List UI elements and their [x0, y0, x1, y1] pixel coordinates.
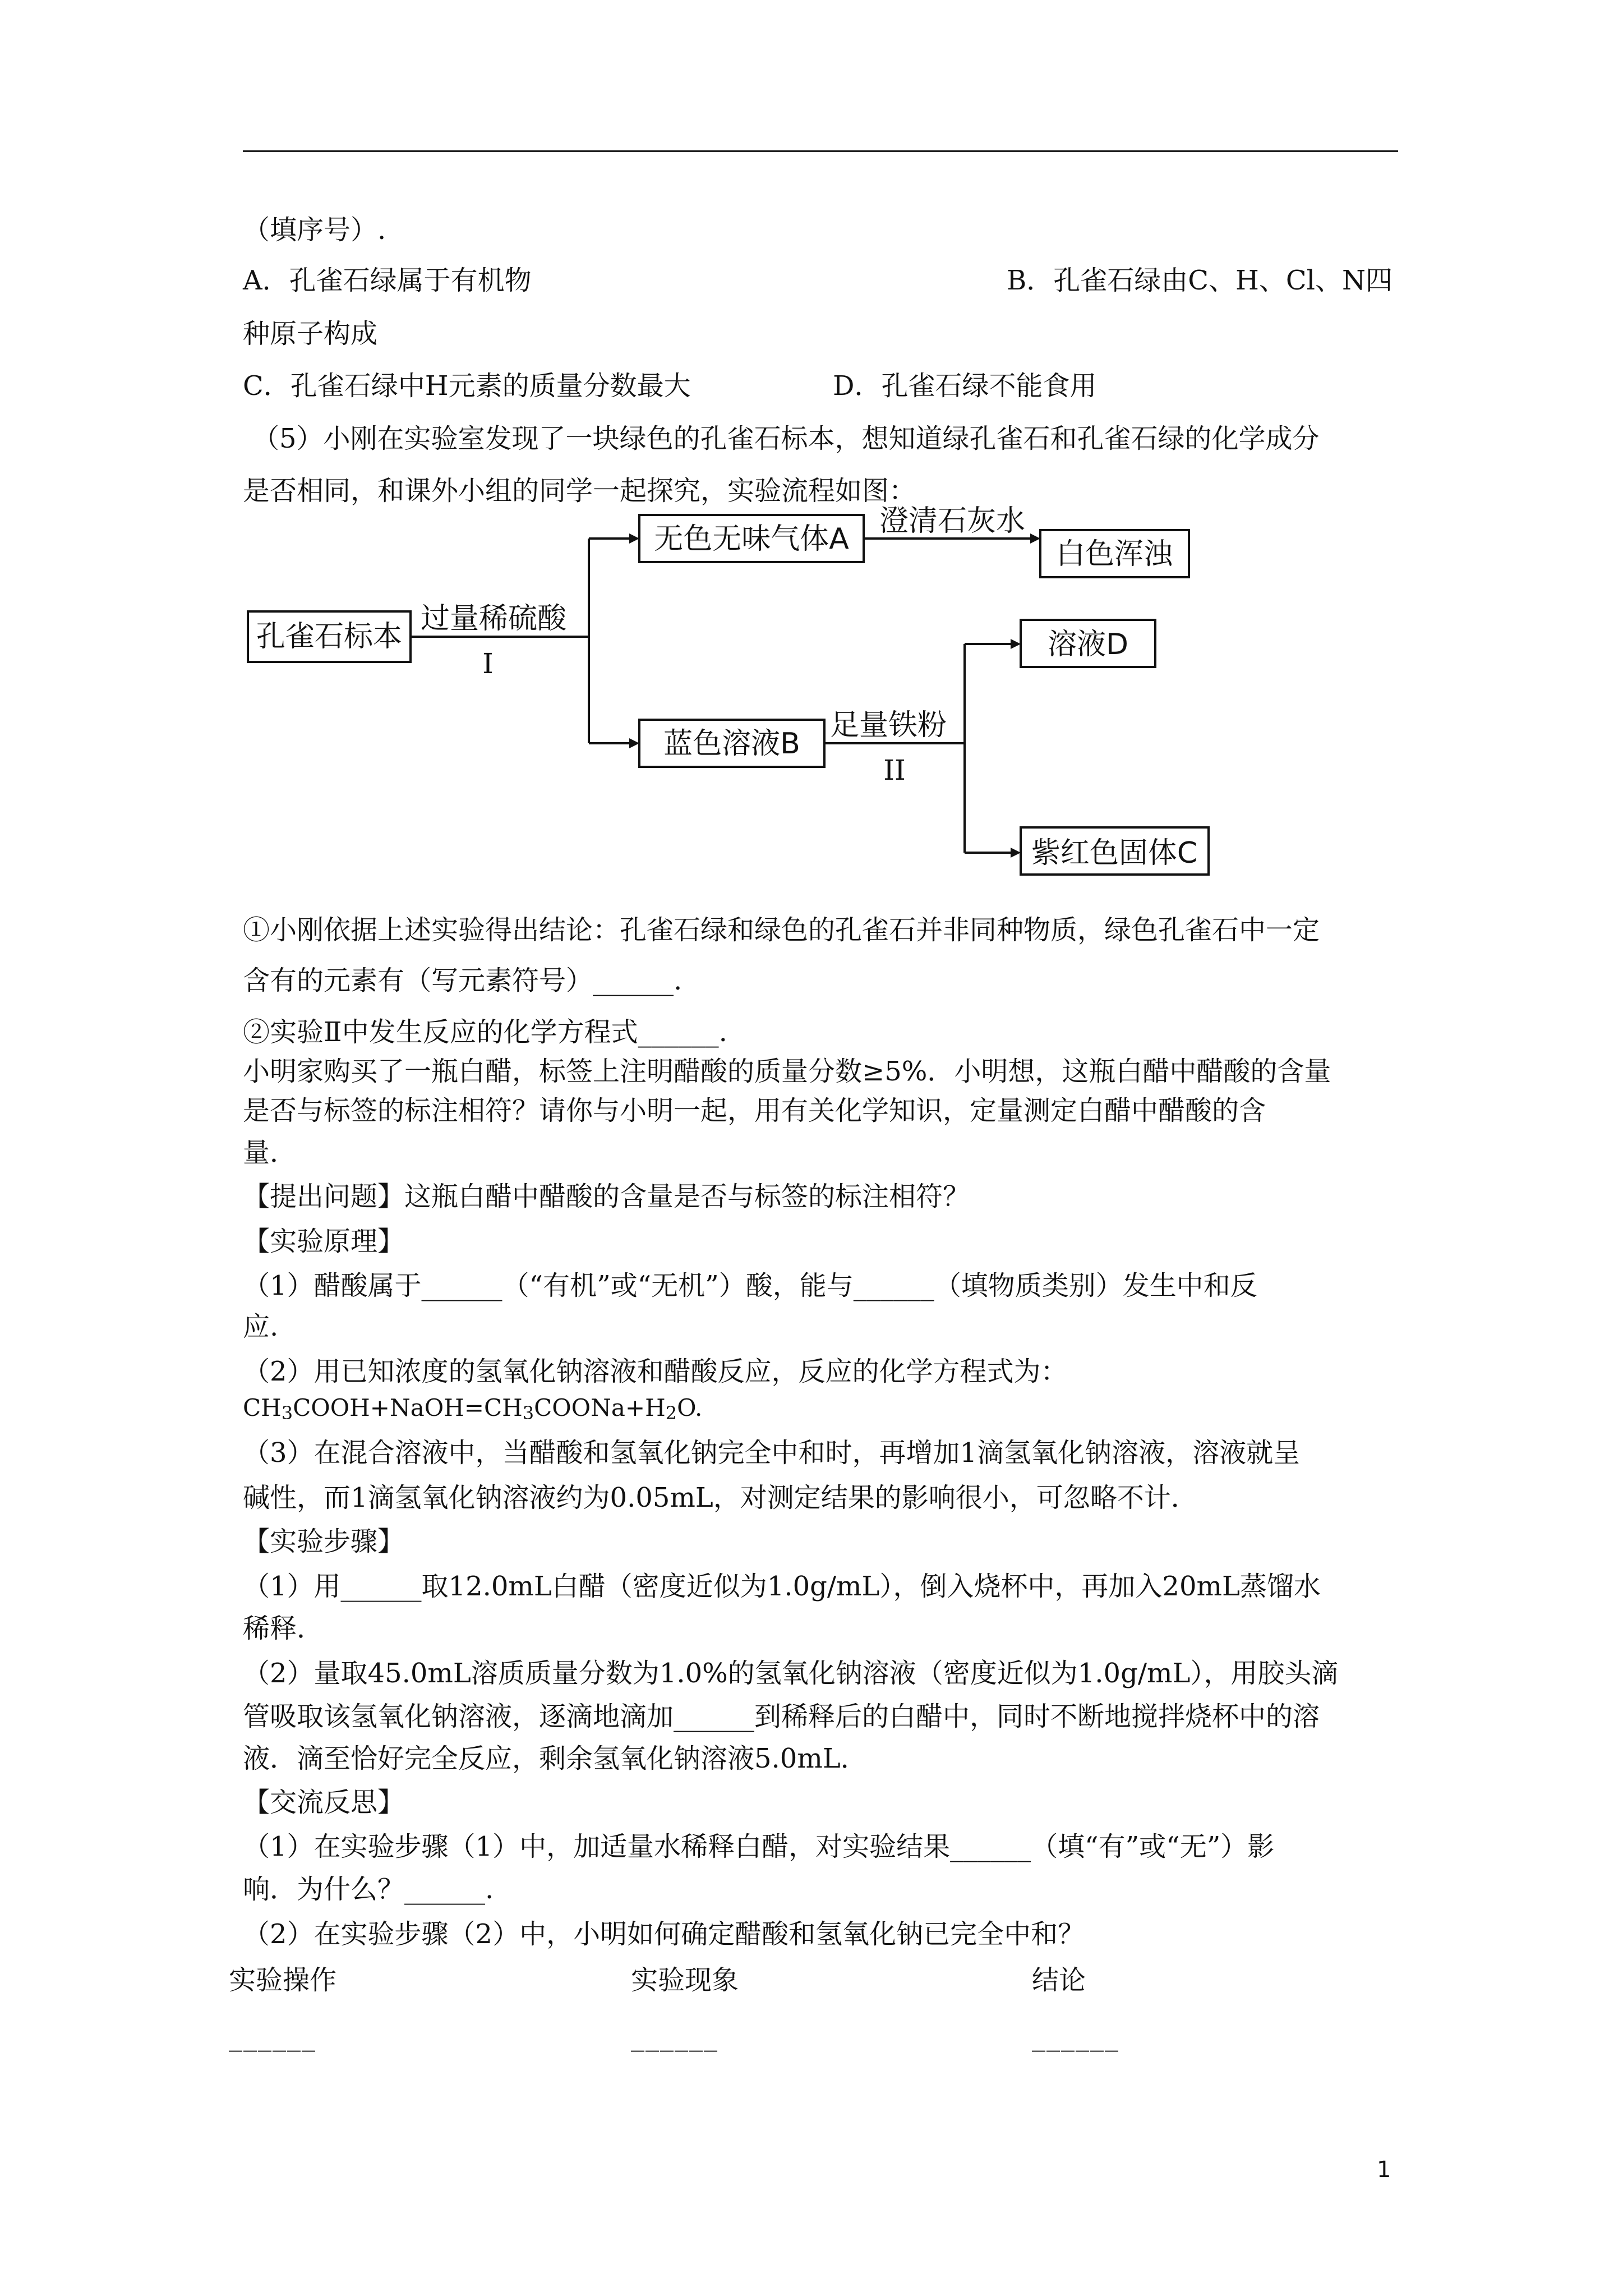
option-b: B．孔雀石绿由C、H、Cl、N四	[1007, 265, 1393, 296]
flow-solid-c-text: 紫红色固体C	[1031, 836, 1198, 870]
intro-line-1: 小明家购买了一瓶白醋，标签上注明醋酸的质量分数≥5%．小明想，这瓶白醋中醋酸的含量	[243, 1056, 1331, 1087]
step-1-line-2: 稀释．	[243, 1613, 324, 1644]
option-a: A．孔雀石绿属于有机物	[243, 265, 532, 296]
table-header-operation: 实验操作	[229, 1964, 337, 1996]
conclusion-1-line-1: ①小刚依据上述实验得出结论：孔雀石绿和绿色的孔雀石并非同种物质，绿色孔雀石中一定	[243, 914, 1320, 946]
steps-heading: 【实验步骤】	[243, 1526, 405, 1557]
intro-line-2: 是否与标签的标注相符？请你与小明一起，用有关化学知识，定量测定白醋中醋酸的含	[243, 1095, 1266, 1126]
table-header-phenomenon: 实验现象	[631, 1964, 739, 1996]
flow-solution-d-text: 溶液D	[1047, 628, 1129, 661]
principle-2-line-1: （2）用已知浓度的氢氧化钠溶液和醋酸反应，反应的化学方程式为：	[243, 1356, 1068, 1387]
principle-1-line-2: 应.	[243, 1311, 279, 1342]
step-2-line-3: 液．滴至恰好完全反应，剩余氢氧化钠溶液5.0mL．	[243, 1743, 868, 1774]
reflection-1-line-1: （1）在实验步骤（1）中，加适量水稀释白醋，对实验结果______（填“有”或“无”）影	[243, 1831, 1275, 1862]
flow-gas-text: 无色无味气体A	[654, 522, 849, 556]
flow-step-2: II	[883, 754, 906, 786]
table-header-conclusion: 结论	[1032, 1964, 1086, 1996]
flow-step-1: I	[482, 647, 494, 680]
option-b-continued: 种原子构成	[243, 318, 378, 349]
header-rule	[243, 150, 1398, 152]
flow-precipitate-text: 白色浑浊	[1055, 537, 1173, 571]
page-number: 1	[1377, 2157, 1391, 2183]
principle-1-line-1: （1）醋酸属于______（“有机”或“无机”）酸，能与______（填物质类别）发生中和反	[243, 1270, 1257, 1301]
principle-heading: 【实验原理】	[243, 1226, 405, 1257]
flow-sample-text: 孔雀石标本	[256, 620, 403, 654]
fill-order-hint: （填序号）.	[243, 214, 386, 246]
table-blank-phenomenon: ______	[631, 2021, 718, 2052]
step-2-line-1: （2）量取45.0mL溶质质量分数为1.0%的氢氧化钠溶液（密度近似为1.0g/mL），用胶头滴	[243, 1658, 1339, 1689]
reaction-equation: $CH_3COOH+NaOH=CH_3COONa+H_2O$.	[243, 1394, 703, 1424]
reflection-1-line-2: 响．为什么？______.	[243, 1874, 494, 1905]
flow-reagent-2: 足量铁粉	[830, 708, 947, 742]
flow-reagent-1: 过量稀硫酸	[421, 602, 567, 636]
experiment-flowchart	[247, 505, 1245, 898]
conclusion-1-line-2: 含有的元素有（写元素符号）______.	[243, 965, 683, 996]
intro-line-3: 量．	[243, 1137, 297, 1168]
principle-3-line-1: （3）在混合溶液中，当醋酸和氢氧化钠完全中和时，再增加1滴氢氧化钠溶液，溶液就呈	[243, 1437, 1301, 1469]
step-2-line-2: 管吸取该氢氧化钠溶液，逐滴地滴加______到稀释后的白醋中，同时不断地搅拌烧杯中的溶	[243, 1701, 1320, 1732]
reflection-heading: 【交流反思】	[243, 1787, 405, 1818]
option-c: C．孔雀石绿中H元素的质量分数最大	[243, 370, 691, 402]
question-5-line-1: （5）小刚在实验室发现了一块绿色的孔雀石标本，想知道绿孔雀石和孔雀石绿的化学成分	[252, 423, 1320, 454]
flow-reagent-gas: 澄清石灰水	[879, 505, 1026, 538]
table-blank-conclusion: ______	[1032, 2021, 1119, 2052]
principle-3-line-2: 碱性，而1滴氢氧化钠溶液约为0.05mL，对测定结果的影响很小，可忽略不计．	[243, 1482, 1198, 1513]
option-d: D．孔雀石绿不能食用	[833, 370, 1097, 402]
question-heading: 【提出问题】这瓶白醋中醋酸的含量是否与标签的标注相符？	[243, 1181, 970, 1212]
conclusion-2: ②实验Ⅱ中发生反应的化学方程式______.	[243, 1016, 727, 1048]
table-blank-operation: ______	[229, 2021, 316, 2052]
flow-solution-b-text: 蓝色溶液B	[663, 727, 800, 761]
step-1-line-1: （1）用______取12.0mL白醋（密度近似为1.0g/mL），倒入烧杯中，再加入20mL蒸馏水	[243, 1571, 1321, 1602]
question-5-line-2: 是否相同，和课外小组的同学一起探究，实验流程如图：	[243, 475, 916, 507]
reflection-2-line-1: （2）在实验步骤（2）中，小明如何确定醋酸和氢氧化钠已完全中和？	[243, 1918, 1085, 1950]
